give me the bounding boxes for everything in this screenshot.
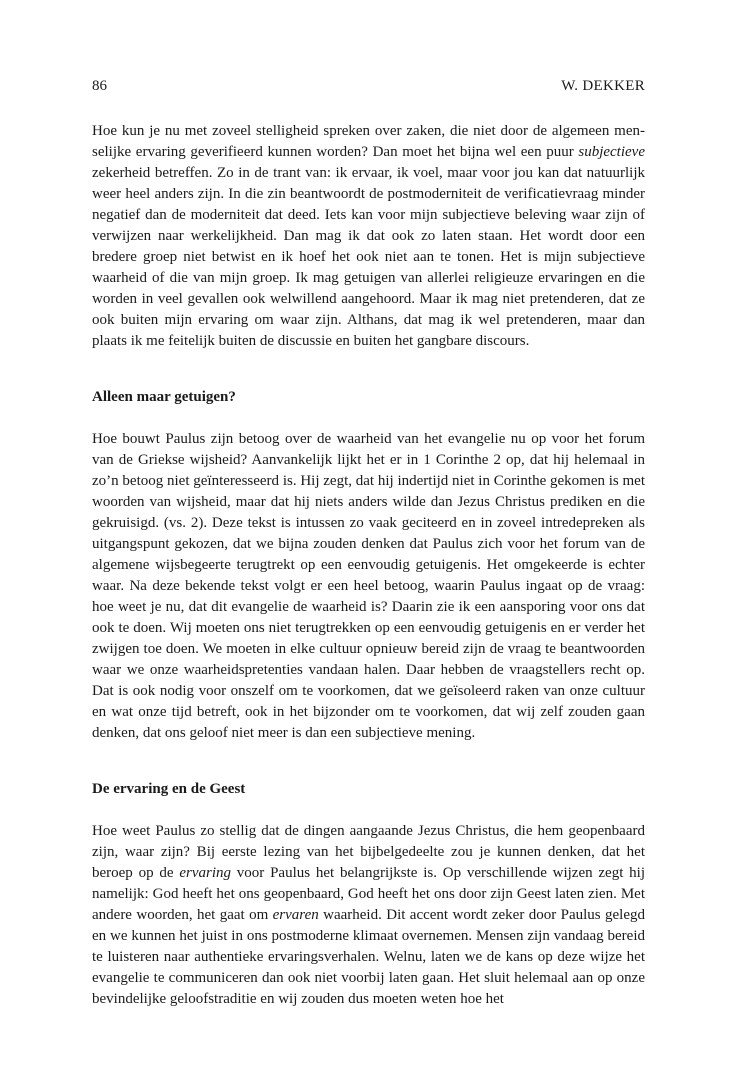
section-spacer [92,352,645,387]
paragraph-intro [92,121,645,352]
paragraph-intro-emphasis: subjectieve [578,144,645,160]
section-heading-getuigen: Alleen maar getuigen? [92,389,236,405]
paragraph-intro-text-b: zekerheid betreffen. Zo in de trant van: ik ervaar, ik voel, maar voor jou kan dat natuurlijk weer heel anders zijn. In die zin beantwoordt de postmoderniteit de verificatievraag minder negatief dan de moderniteit dat deed. Iets kan voor mijn subjectieve beleving waar zijn of verwijzen naar werkelijkheid. Dan mag ik dat ook zo laten staan. Het wordt door een bredere groep niet betwist en ik hoef het ook niet aan te tonen. Het is mijn subjectieve waarheid of die van mijn groep. Ik mag getuigen van allerlei religieuze ervaringen en die worden in veel gevallen ook welwillend aangehoord. Maar ik mag niet pretenderen, dat ze ook buiten mijn ervaring om waar zijn. Althans, dat mag ik wel pretenderen, maar dan plaats ik me feitelijk buiten de discussie en buiten het gangbare discours. [92,165,645,349]
paragraph-intro-text-a: Hoe kun je nu met zoveel stelligheid spreken over zaken, die niet door de algemeen menselijke ervaring geverifieerd kunnen worden? Dan moet het bijna wel een puur [92,123,645,160]
paragraph-getuigen: Hoe bouwt Paulus zijn betoog over de waarheid van het evangelie nu op voor het forum van de Griekse wijsheid? Aanvankelijk lijkt het er in 1 Corinthe 2 op, dat hij helemaal in zo’n betoog niet geïnteresseerd is. Hij zegt, dat hij indertijd niet in Corinthe gekomen is met woorden van wijsheid, maar dat hij niets anders wilde dan Jezus Christus prediken en die gekruisigd. (vs. 2). Deze tekst is intussen zo vaak geciteerd en in zoveel intredepreken als uitgangspunt gekozen, dat we bijna zouden denken dat Paulus zich voor het forum van de algemene wijsbegeerte terugtrekt op een eenvoudig getuigenis. Het omgekeerde is echter waar. Na deze bekende tekst volgt er een heel betoog, waarin Paulus ingaat op de vraag: hoe weet je nu, dat dit evangelie de waarheid is? Daarin zie ik een aansporing voor ons dat ook te doen. Wij moeten ons niet terugtrekken op een eenvoudig getuigenis en er verder het zwijgen toe doen. We moeten in elke cultuur opnieuw bereid zijn de vraag te beantwoorden waar we onze waarheidspretenties vandaan halen. Daar hebben de vraagstellers recht op. Dat is ook nodig voor onszelf om te voorkomen, dat we geïsoleerd raken van onze cultuur en wat onze tijd betreft, ook in het bijzonder om te voorkomen, dat wij zelf zouden gaan denken, dat ons geloof niet meer is dan een subjectieve mening. [92,431,645,741]
page-number: 86 [92,78,107,94]
page-body [92,121,645,1010]
paragraph-ervaring-emphasis-2: ervaren [272,907,319,923]
heading-spacer [92,408,645,429]
paragraph-ervaring-text-c: waarheid. Dit accent wordt zeker door Paulus gelegd en we kunnen het juist in ons postmoderne klimaat overnemen. Mensen zijn vandaag bereid te luisteren naar authentieke ervaringsverhalen. Welnu, laten we de kans op deze wijze het evangelie te communiceren dan ook niet voorbij laten gaan. Het sluit helemaal aan op onze bevindelijke geloofstraditie en wij zouden dus moeten weten hoe het [92,907,645,1007]
paragraph-ervaring [92,821,645,1010]
paragraph-ervaring-emphasis-1: ervaring [179,865,231,881]
paragraph-ervaring-text-a: Hoe weet Paulus zo stellig dat de dingen aangaande Jezus Christus, die hem geopenbaard zijn, waar zijn? Bij eerste lezing van het bijbelgedeelte zou je kunnen denken, dat het beroep op de [92,823,645,881]
paragraph-ervaring-text-b: voor Paulus het belangrijkste is. Op verschillende wijzen zegt hij namelijk: God heeft het ons geopenbaard, God heeft het ons door zijn Geest laten zien. Met andere woorden, het gaat om [92,865,646,923]
running-head: W. DEKKER [561,78,645,94]
section-spacer [92,744,645,779]
section-heading-ervaring: De ervaring en de Geest [92,781,246,797]
page-header [92,78,645,100]
heading-spacer [92,800,645,821]
